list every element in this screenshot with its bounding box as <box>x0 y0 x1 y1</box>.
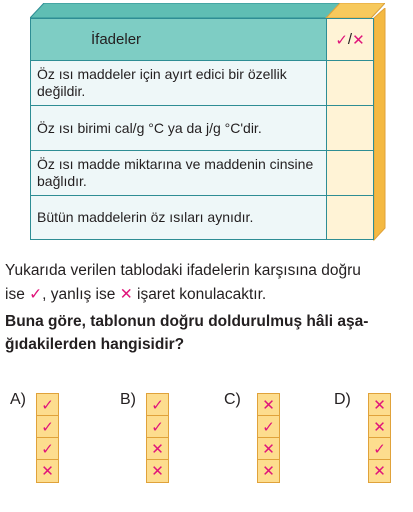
answer-column <box>36 393 59 483</box>
question-line-1: Yukarıda verilen tablodaki ifadelerin karşısına doğru <box>5 262 361 279</box>
answer-box: ✓ <box>37 394 58 416</box>
check-icon: ✓ <box>335 31 348 49</box>
answer-box: ✕ <box>151 463 164 480</box>
table-row <box>31 61 373 106</box>
table-top-face <box>30 3 385 19</box>
statements-table <box>30 18 374 240</box>
cross-icon: ✕ <box>352 31 365 49</box>
answer-box: ✓ <box>258 416 279 438</box>
answer-cell <box>327 196 373 239</box>
answer-box: ✓ <box>37 438 58 460</box>
statement-text: Öz ısı madde miktarına ve maddenin cinsine bağlıdır. <box>31 151 327 195</box>
option-label: B) <box>120 391 136 408</box>
answer-box: ✓ <box>147 416 168 438</box>
table-row <box>31 196 373 239</box>
check-icon: ✓ <box>29 286 43 303</box>
answer-column <box>146 393 169 483</box>
answer-box: ✕ <box>41 463 54 480</box>
answer-box: ✕ <box>373 463 386 480</box>
question-bold-line-2: ğıdakilerden hangisidir? <box>5 336 185 353</box>
question-text: işaret konulacaktır. <box>132 286 267 303</box>
answer-box: ✕ <box>369 394 390 416</box>
answer-column <box>368 393 391 483</box>
answer-cell <box>327 106 373 150</box>
answer-cell <box>327 151 373 195</box>
option-label: A) <box>10 391 26 408</box>
answer-box: ✓ <box>37 416 58 438</box>
table-header-row <box>31 19 373 61</box>
answer-box: ✕ <box>262 463 275 480</box>
question-line-2 <box>5 283 266 307</box>
cross-icon: ✕ <box>119 286 133 303</box>
answer-box: ✕ <box>258 394 279 416</box>
header-slash: / <box>347 31 353 48</box>
option-label: C) <box>224 391 241 408</box>
question-text: , yanlış ise <box>42 286 116 303</box>
answer-box: ✓ <box>369 438 390 460</box>
answer-box: ✕ <box>258 438 279 460</box>
table-row <box>31 151 373 196</box>
header-statements-label: İfadeler <box>31 19 327 60</box>
statement-text: Öz ısı maddeler için ayırt edici bir özellik değildir. <box>31 61 327 105</box>
answer-box: ✓ <box>147 394 168 416</box>
question-text: ise <box>5 286 25 303</box>
answer-box: ✕ <box>147 438 168 460</box>
answer-cell <box>327 61 373 105</box>
statement-text: Bütün maddelerin öz ısıları aynıdır. <box>31 196 327 239</box>
statement-text: Öz ısı birimi cal/g °C ya da j/g °C'dir. <box>31 106 327 150</box>
option-label: D) <box>334 391 351 408</box>
header-mark-cell <box>327 19 373 60</box>
answer-column <box>257 393 280 483</box>
question-bold-line-1: Buna göre, tablonun doğru doldurulmuş hâli aşa- <box>5 313 369 330</box>
table-row <box>31 106 373 151</box>
answer-box: ✕ <box>369 416 390 438</box>
